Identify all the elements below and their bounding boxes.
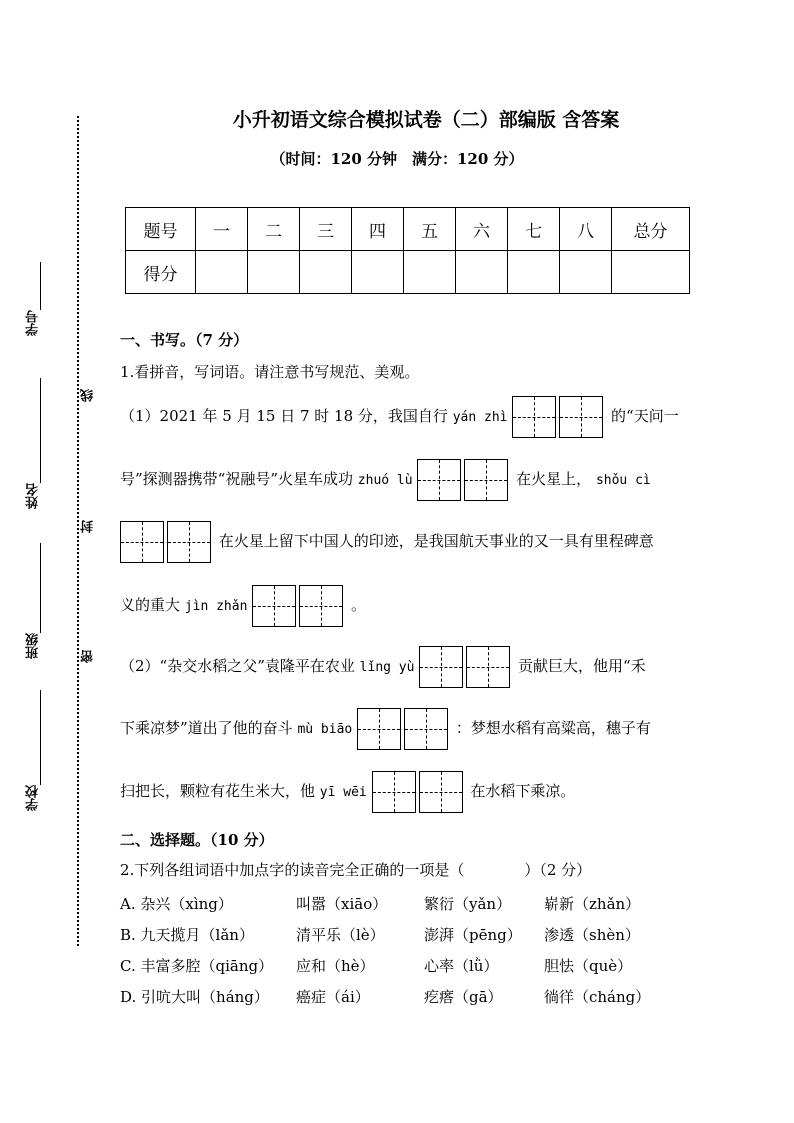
score-cell[interactable] (248, 251, 300, 294)
tianzige-box[interactable] (419, 646, 463, 688)
score-cell[interactable] (300, 251, 352, 294)
option-item: 叫嚣（xiāo） (296, 895, 388, 913)
passage-text: 下乘凉梦”道出了他的奋斗 (120, 719, 293, 737)
option-item: 应和（hè） (296, 957, 375, 975)
answer-box-pair (419, 646, 513, 688)
score-header-cell: 二 (248, 208, 300, 251)
tianzige-box[interactable] (404, 708, 448, 750)
option-item: 清平乐（lè） (296, 926, 385, 944)
page-subtitle: （时间：120 分钟 满分：120 分） (270, 150, 524, 168)
passage-text: （1）2021 年 5 月 15 日 7 时 18 分，我国自行 (120, 407, 448, 425)
pinyin-prompt: jìn zhǎn (184, 599, 248, 614)
class-line[interactable] (40, 543, 41, 633)
score-header-cell: 一 (196, 208, 248, 251)
school-label: 学校 (26, 785, 41, 811)
option-item: 澎湃（pēng） (424, 926, 522, 944)
passage-text: 扫把长，颗粒有花生米大，他 (120, 782, 316, 800)
option-item: C. 丰富多腔（qiāng） (120, 957, 274, 975)
page-title: 小升初语文综合模拟试卷（二）部编版 含答案 (232, 109, 620, 131)
pinyin-prompt: yán zhì (452, 410, 508, 425)
score-header-cell: 总分 (612, 208, 690, 251)
option-item: 繁衍（yǎn） (424, 895, 512, 913)
tianzige-box[interactable] (464, 459, 508, 501)
score-header-cell: 六 (456, 208, 508, 251)
option-item: A. 杂兴（xìng） (120, 895, 233, 913)
score-table-header-row (126, 208, 690, 251)
passage-text: 在火星上留下中国人的印迹，是我国航天事业的又一具有里程碑意 (218, 532, 654, 550)
score-cell[interactable] (352, 251, 404, 294)
option-item: 癌症（ái） (296, 988, 370, 1006)
passage1-line3 (120, 521, 654, 563)
score-table-score-row (126, 251, 690, 294)
answer-box-pair (372, 771, 466, 813)
class-label: 班级 (26, 633, 41, 659)
tianzige-box[interactable] (419, 771, 463, 813)
score-header-cell: 七 (508, 208, 560, 251)
tianzige-box[interactable] (252, 585, 296, 627)
section2-heading: 二、选择题。（10 分） (120, 831, 274, 849)
answer-box-pair (120, 521, 214, 563)
answer-box-pair (417, 459, 511, 501)
passage-text: 在火星上， (516, 470, 592, 488)
score-header-cell: 三 (300, 208, 352, 251)
name-line[interactable] (40, 378, 41, 483)
passage-text: 义的重大 (120, 596, 181, 614)
section1-heading: 一、书写。（7 分） (120, 331, 249, 349)
tianzige-box[interactable] (167, 521, 211, 563)
option-item: B. 九天揽月（lǎn） (120, 926, 254, 944)
score-header-cell: 五 (404, 208, 456, 251)
passage2-line1 (120, 646, 646, 688)
pinyin-prompt: zhuó lù (357, 473, 413, 488)
score-table (125, 207, 690, 294)
passage2-line2 (120, 708, 651, 750)
section1-instruction: 1.看拼音，写词语。请注意书写规范、美观。 (120, 363, 420, 381)
option-item: 胆怯（què） (544, 957, 633, 975)
tianzige-box[interactable] (372, 771, 416, 813)
score-cell[interactable] (560, 251, 612, 294)
binding-mark-secret: 密 (81, 650, 96, 663)
option-item: 徜徉（cháng） (544, 988, 651, 1006)
answer-box-pair (357, 708, 451, 750)
tianzige-box[interactable] (417, 459, 461, 501)
option-item: 疙瘩（gā） (424, 988, 503, 1006)
pinyin-prompt: shǒu cì (595, 473, 651, 488)
passage-text: 的“天问一 (611, 407, 679, 425)
passage-text: 。 (350, 596, 366, 614)
tianzige-box[interactable] (466, 646, 510, 688)
answer-box-pair (512, 396, 606, 438)
score-cell[interactable] (612, 251, 690, 294)
passage1-line1 (120, 396, 679, 438)
tianzige-box[interactable] (120, 521, 164, 563)
score-cell[interactable] (456, 251, 508, 294)
score-cell[interactable] (508, 251, 560, 294)
score-header-cell: 四 (352, 208, 404, 251)
tianzige-box[interactable] (357, 708, 401, 750)
question-2: 2.下列各组词语中加点字的读音完全正确的一项是（ ）（2 分） (120, 861, 592, 879)
passage2-line3 (120, 771, 575, 813)
binding-mark-seal: 封 (81, 520, 96, 533)
passage-text: （2）“杂交水稻之父”袁隆平在农业 (120, 657, 355, 675)
school-line[interactable] (40, 690, 41, 785)
student-id-line[interactable] (40, 262, 41, 310)
score-cell[interactable] (404, 251, 456, 294)
score-header-cell: 题号 (126, 208, 196, 251)
passage-text: ：梦想水稻有高粱高，穗子有 (455, 719, 651, 737)
name-label: 姓名 (26, 483, 41, 509)
passage1-line4 (120, 585, 366, 627)
pinyin-prompt: yī wēi (319, 785, 367, 800)
option-item: D. 引吭大叫（háng） (120, 988, 269, 1006)
passage-text: 在水稻下乘凉。 (470, 782, 576, 800)
score-header-cell: 八 (560, 208, 612, 251)
binding-mark-line: 线 (81, 389, 96, 402)
tianzige-box[interactable] (299, 585, 343, 627)
answer-box-pair (252, 585, 346, 627)
passage1-line2 (120, 459, 651, 501)
tianzige-box[interactable] (512, 396, 556, 438)
tianzige-box[interactable] (559, 396, 603, 438)
option-item: 崭新（zhǎn） (544, 895, 641, 913)
student-id-label: 学号 (26, 310, 41, 336)
pinyin-prompt: lǐng yù (359, 660, 415, 675)
option-item: 渗透（shèn） (544, 926, 640, 944)
passage-text: 贡献巨大，他用“禾 (518, 657, 646, 675)
score-row-label: 得分 (126, 251, 196, 294)
score-cell[interactable] (196, 251, 248, 294)
pinyin-prompt: mù biāo (297, 722, 353, 737)
option-item: 心率（lǜ） (424, 957, 499, 975)
passage-text: 号”探测器携带“祝融号”火星车成功 (120, 470, 354, 488)
